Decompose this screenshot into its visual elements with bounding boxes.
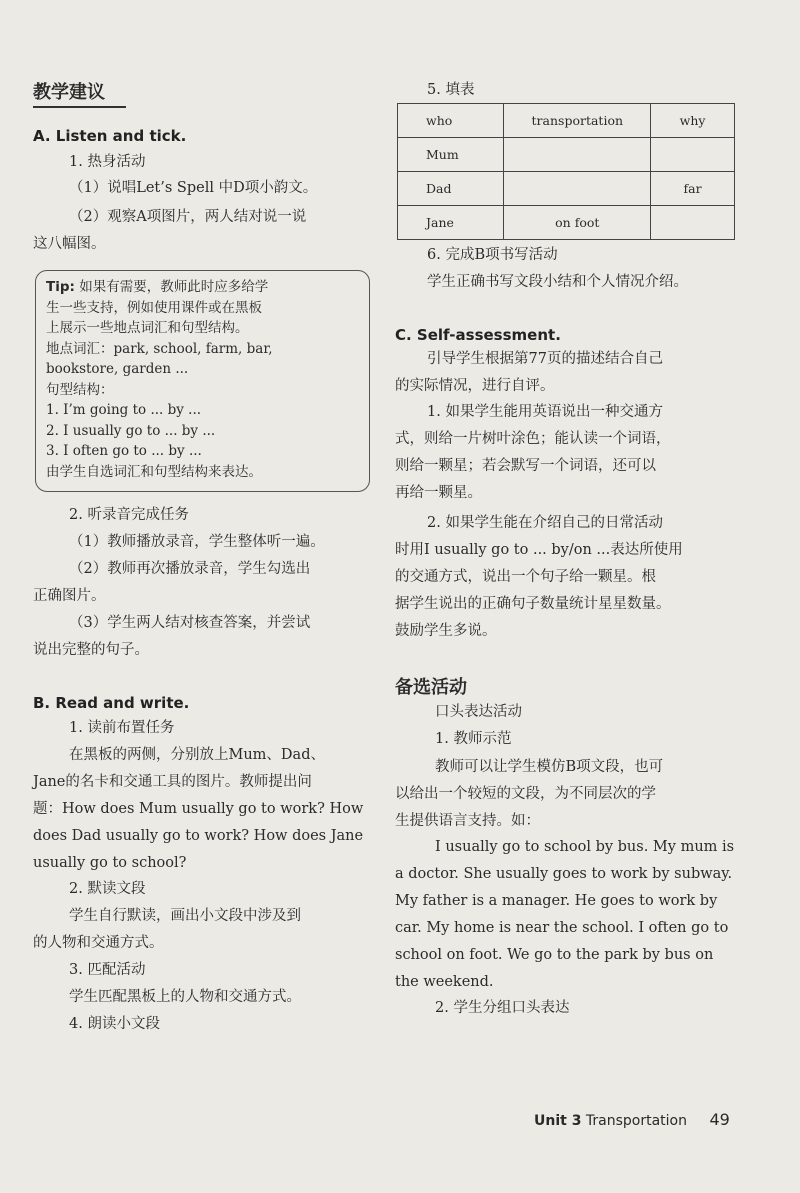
teaching-suggestions-heading: 教学建议: [33, 82, 105, 103]
table-header-row: [398, 104, 735, 138]
b-p6: 学生自行默读，画出小文段中涉及到: [69, 908, 301, 924]
cell-transportation: [504, 172, 651, 206]
alt-example6: the weekend.: [395, 974, 494, 990]
cell-why: far: [651, 172, 735, 206]
cell-transportation: on foot: [504, 206, 651, 240]
cell-who: Dad: [398, 172, 504, 206]
b-p2: Jane的名卡和交通工具的图片。教师提出问: [33, 774, 312, 790]
b-step3: 3. 匹配活动: [69, 962, 146, 978]
a-step2c-line1: （3）学生两人结对核查答案，并尝试: [69, 615, 311, 631]
cell-why: [651, 138, 735, 172]
header-transportation: transportation: [504, 104, 651, 138]
tip-line1: 如果有需要，教师此时应多给学: [74, 279, 269, 295]
a-step2a: （1）教师播放录音，学生整体听一遍。: [69, 534, 325, 550]
b-p3: 题：How does Mum usually go to work? How: [33, 801, 364, 817]
step6a: 学生正确书写文段小结和个人情况介绍。: [427, 274, 688, 290]
tip-line6: 句型结构：: [46, 381, 114, 398]
step5: 5. 填表: [427, 82, 475, 98]
page-number: 49: [709, 1110, 730, 1129]
c-p9: 的交通方式，说出一个句子给一颗星。根: [395, 569, 656, 585]
b-p1: 在黑板的两侧，分别放上Mum、Dad、: [69, 747, 325, 763]
section-b-title: B. Read and write.: [33, 694, 190, 712]
a-step1: 1. 热身活动: [69, 154, 146, 170]
a-step2c-line2: 说出完整的句子。: [33, 642, 149, 658]
footer-unit: Unit 3: [534, 1113, 582, 1129]
alt-step2: 2. 学生分组口头表达: [435, 1000, 570, 1016]
c-p8: 时用I usually go to ... by/on ...表达所使用: [395, 542, 683, 558]
page-footer: [534, 1110, 730, 1129]
tip-line5: bookstore, garden ...: [46, 361, 189, 377]
tip-line2: 生一些支持，例如使用课件或在黑板: [46, 299, 262, 316]
alt-p1: 教师可以让学生模仿B项文段，也可: [435, 759, 664, 775]
c-p1: 引导学生根据第77页的描述结合自己: [427, 351, 663, 367]
a-step1a: （1）说唱Let’s Spell 中D项小韵文。: [69, 180, 318, 196]
b-p5: usually go to school?: [33, 855, 187, 871]
heading-underline: [33, 106, 126, 108]
header-who: who: [398, 104, 504, 138]
b-p4: does Dad usually go to work? How does Jane: [33, 828, 364, 844]
b-step4: 4. 朗读小文段: [69, 1016, 160, 1032]
step6: 6. 完成B项书写活动: [427, 247, 558, 263]
c-p6: 再给一颗星。: [395, 485, 482, 501]
a-step1b-line2: 这八幅图。: [33, 236, 106, 252]
tip-line8: 2. I usually go to ... by ...: [46, 422, 216, 439]
c-p5: 则给一颗星；若会默写一个词语，还可以: [395, 458, 656, 474]
section-c-title: C. Self-assessment.: [395, 326, 561, 344]
alt-step1: 1. 教师示范: [435, 731, 512, 747]
a-step2b-line2: 正确图片。: [33, 588, 106, 604]
table-row: [398, 138, 735, 172]
cell-who: Mum: [398, 138, 504, 172]
cell-why: [651, 206, 735, 240]
alt-activities-heading: 备选活动: [395, 677, 467, 698]
table-row: [398, 206, 735, 240]
tip-box: [35, 270, 370, 492]
c-p4: 式，则给一片树叶涂色；能认读一个词语，: [395, 431, 671, 447]
footer-topic: Transportation: [585, 1113, 687, 1129]
b-step2: 2. 默读文段: [69, 881, 146, 897]
header-why: why: [651, 104, 735, 138]
alt-sub: 口头表达活动: [435, 704, 522, 720]
a-step2b-line1: （2）教师再次播放录音，学生勾选出: [69, 561, 311, 577]
cell-transportation: [504, 138, 651, 172]
cell-who: Jane: [398, 206, 504, 240]
alt-example1: I usually go to school by bus. My mum is: [435, 839, 735, 855]
alt-example3: My father is a manager. He goes to work by: [395, 893, 718, 909]
alt-p3: 生提供语言支持。如：: [395, 813, 540, 829]
alt-p2: 以给出一个较短的文段，为不同层次的学: [395, 786, 656, 802]
c-p2: 的实际情况，进行自评。: [395, 378, 555, 394]
c-p7: 2. 如果学生能在介绍自己的日常活动: [427, 515, 663, 531]
c-p3: 1. 如果学生能用英语说出一种交通方: [427, 404, 663, 420]
table-row: [398, 172, 735, 206]
tip-line9: 3. I often go to ... by ...: [46, 443, 202, 459]
c-p10: 据学生说出的正确句子数量统计星星数量。: [395, 596, 671, 612]
a-step1b-line1: （2）观察A项图片，两人结对说一说: [69, 209, 307, 225]
b-step1: 1. 读前布置任务: [69, 720, 175, 736]
tip-line7: 1. I’m going to ... by ...: [46, 402, 202, 418]
tip-line10: 由学生自选词汇和句型结构来表达。: [46, 463, 262, 480]
alt-example4: car. My home is near the school. I often go to: [395, 920, 729, 936]
b-p8: 学生匹配黑板上的人物和交通方式。: [69, 989, 301, 1005]
a-step2: 2. 听录音完成任务: [69, 507, 189, 523]
tip-label: Tip:: [46, 279, 75, 295]
alt-example5: school on foot. We go to the park by bus on: [395, 947, 714, 963]
b-p7: 的人物和交通方式。: [33, 935, 164, 951]
alt-example2: a doctor. She usually goes to work by subway.: [395, 866, 733, 882]
fill-table: [397, 103, 735, 240]
tip-line3: 上展示一些地点词汇和句型结构。: [46, 320, 249, 336]
tip-line4: 地点词汇：park, school, farm, bar,: [46, 340, 273, 357]
section-a-title: A. Listen and tick.: [33, 127, 187, 145]
c-p11: 鼓励学生多说。: [395, 623, 497, 639]
